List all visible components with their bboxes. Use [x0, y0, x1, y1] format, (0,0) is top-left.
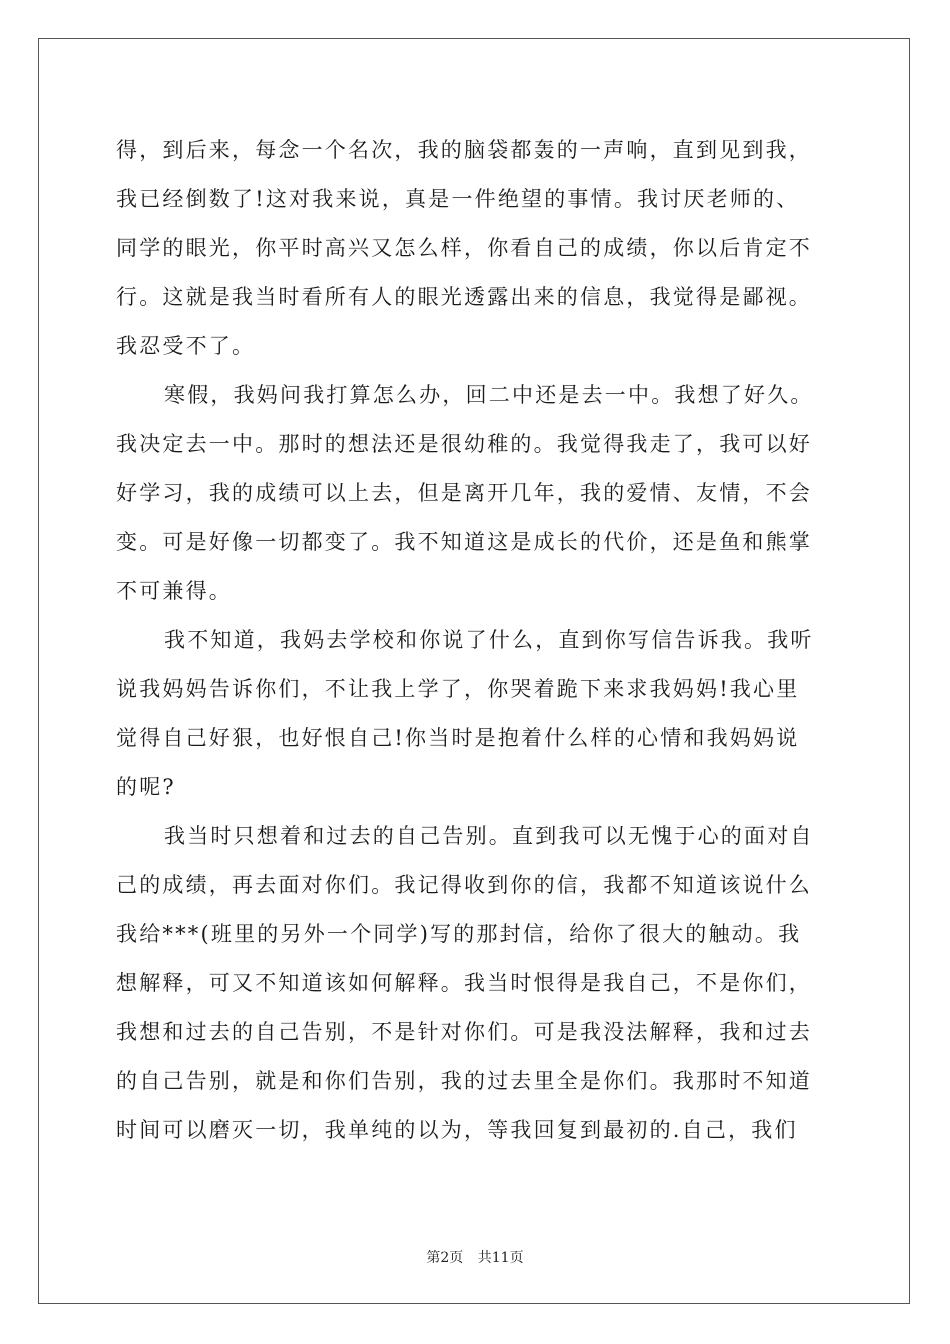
text-line: 的呢?: [116, 775, 176, 799]
text-line: 行。这就是我当时看所有人的眼光透露出来的信息，我觉得是鄙视。: [116, 285, 812, 309]
text-line: 变。可是好像一切都变了。我不知道这是成长的代价，还是鱼和熊掌: [116, 530, 812, 554]
text-line: 我当时只想着和过去的自己告别。直到我可以无愧于心的面对自: [164, 824, 814, 848]
text-line: 好学习，我的成绩可以上去，但是离开几年，我的爱情、友情，不会: [116, 481, 812, 505]
page-footer: [0, 1247, 950, 1267]
document-body: [116, 126, 836, 1155]
text-line: 我给***(班里的另外一个同学)写的那封信，给你了很大的触动。我: [116, 922, 802, 946]
text-line: 我忍受不了。: [116, 334, 256, 358]
text-line: 我想和过去的自己告别，不是针对你们。可是我没法解释，我和过去: [116, 1020, 812, 1044]
text-line: 我决定去一中。那时的想法还是很幼稚的。我觉得我走了，我可以好: [116, 432, 812, 456]
text-line: 觉得自己好狠，也好恨自己!你当时是抱着什么样的心情和我妈妈说: [116, 726, 800, 750]
text-line: 的自己告别，就是和你们告别，我的过去里全是你们。我那时不知道: [116, 1069, 812, 1093]
text-line: 己的成绩，再去面对你们。我记得收到你的信，我都不知道该说什么: [116, 873, 812, 897]
page-total: 共11页: [477, 1250, 524, 1266]
text-line: 不可兼得。: [116, 579, 232, 603]
text-line: 寒假，我妈问我打算怎么办，回二中还是去一中。我想了好久。: [164, 383, 814, 407]
text-line: 想解释，可又不知道该如何解释。我当时恨得是我自己，不是你们，: [116, 971, 812, 995]
text-line: 时间可以磨灭一切，我单纯的以为，等我回复到最初的.自己，我们: [116, 1118, 798, 1142]
text-line: 得，到后来，每念一个名次，我的脑袋都轰的一声响，直到见到我，: [116, 138, 812, 162]
text-line: 同学的眼光，你平时高兴又怎么样，你看自己的成绩，你以后肯定不: [116, 236, 812, 260]
page-number: 第2页: [426, 1250, 464, 1266]
text-line: 说我妈妈告诉你们，不让我上学了，你哭着跪下来求我妈妈!我心里: [116, 677, 800, 701]
text-line: 我不知道，我妈去学校和你说了什么，直到你写信告诉我。我听: [164, 628, 814, 652]
text-line: 我已经倒数了!这对我来说，真是一件绝望的事情。我讨厌老师的、: [116, 187, 800, 211]
